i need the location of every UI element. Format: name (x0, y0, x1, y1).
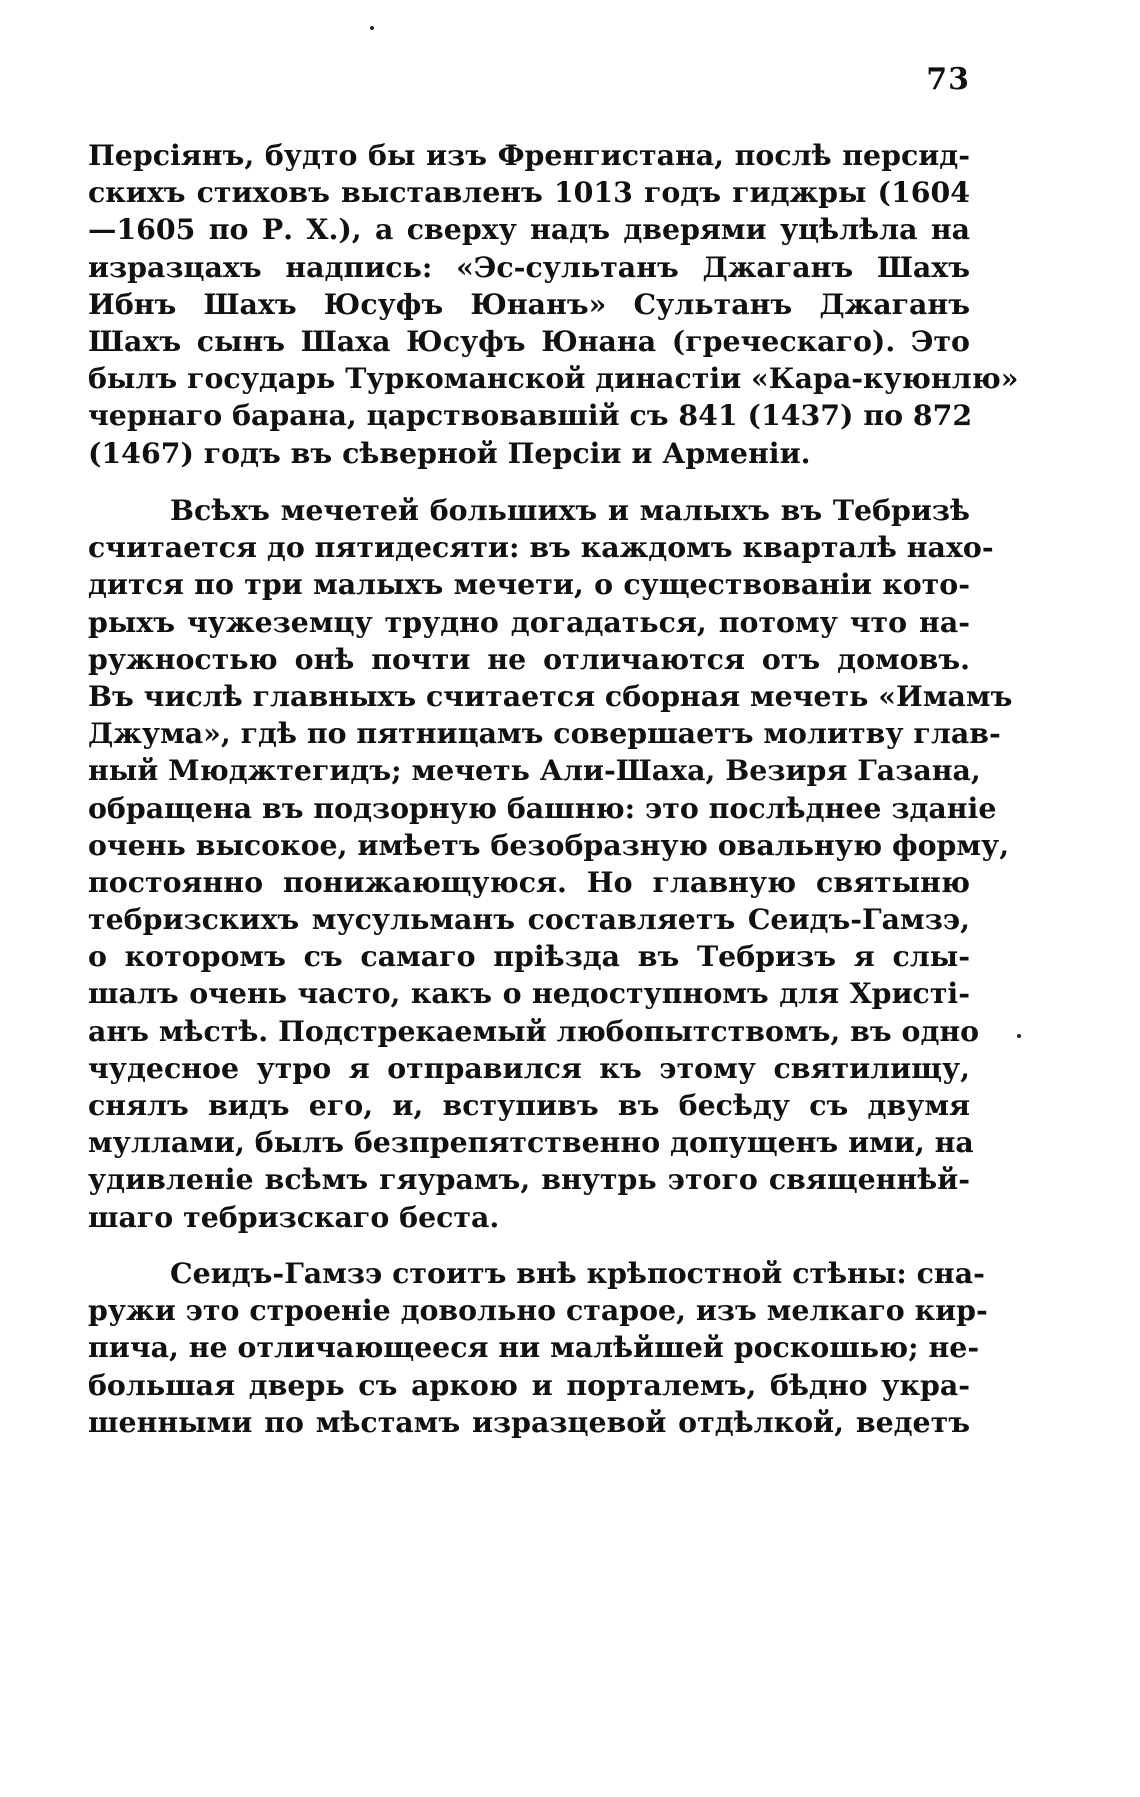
paragraph-3 (88, 1255, 988, 1441)
text-line: шаго тебризскаго беста. (88, 1199, 500, 1234)
text-line: ный Мюджтегидъ; мечеть Али-Шаха, Везиря Газана, (88, 753, 981, 788)
print-speck (370, 26, 374, 30)
text-line: о которомъ съ самаго пріѣзда въ Тебризъ я слы- (88, 939, 970, 974)
paragraph-1 (88, 137, 1019, 472)
text-line: Шахъ сынъ Шаха Юсуфъ Юнана (греческаго). Это (88, 323, 970, 358)
text-line: изразцахъ надпись: «Эс-сультанъ Джаганъ Шахъ (88, 249, 970, 284)
text-line: чернаго барана, царствовавшій съ 841 (1437) по 872 (88, 398, 973, 433)
text-line: ружностью онѣ почти не отличаются отъ домовъ. (88, 641, 970, 676)
text-line: большая дверь съ аркою и порталемъ, бѣдно укра- (88, 1367, 970, 1402)
text-line: Ибнъ Шахъ Юсуфъ Юнанъ» Сультанъ Джаганъ (88, 286, 970, 321)
text-line: шенными по мѣстамъ изразцевой отдѣлкой, ведетъ (88, 1404, 970, 1439)
text-line: очень высокое, имѣетъ безобразную овальную форму, (88, 827, 1010, 862)
text-line: —1605 по Р. Х.), а сверху надъ дверями уцѣлѣла на (88, 212, 970, 247)
text-line: шалъ очень часто, какъ о недоступномъ для Христі- (88, 976, 970, 1011)
text-line: анъ мѣстѣ. Подстрекаемый любопытствомъ, въ одно (88, 1013, 980, 1048)
text-line: считается до пятидесяти: въ каждомъ кварталѣ нахо- (88, 530, 994, 565)
text-line: тебризскихъ мусульманъ составляетъ Сеидъ-Гамзэ, (88, 902, 970, 937)
text-line: обращена въ подзорную башню: это послѣднее зданіе (88, 790, 997, 825)
text-line: рыхъ чужеземцу трудно догадаться, потому что на- (88, 604, 970, 639)
paragraph-2 (88, 492, 1013, 1236)
print-speck (1017, 1034, 1021, 1038)
text-line: скихъ стиховъ выставленъ 1013 годъ гиджры (1604 (88, 175, 970, 210)
text-line: Сеидъ-Гамзэ стоитъ внѣ крѣпостной стѣны: сна- (170, 1256, 985, 1290)
page-number: 73 (926, 62, 970, 97)
text-line: снялъ видъ его, и, вступивъ въ бесѣду съ двумя (88, 1088, 970, 1122)
text-line: Персіянъ, будто бы изъ Френгистана, послѣ персид- (88, 138, 970, 172)
text-line: чудесное утро я отправился къ этому святилищу, (88, 1050, 970, 1085)
text-line: ружи это строеніе довольно старое, изъ мелкаго кир- (88, 1293, 988, 1328)
text-line: пича, не отличающееся ни малѣйшей роскошью; не- (88, 1330, 980, 1365)
text-line: Джума», гдѣ по пятницамъ совершаетъ молитву глав- (88, 716, 1001, 751)
text-line: Всѣхъ мечетей большихъ и малыхъ въ Тебризѣ (170, 493, 970, 527)
text-line: былъ государь Туркоманской династіи «Кара-куюнлю» (88, 361, 1019, 396)
text-line: удивленіе всѣмъ гяурамъ, внутрь этого священнѣй- (88, 1162, 970, 1197)
text-line: постоянно понижающуюся. Но главную святыню (88, 864, 970, 899)
text-line: (1467) годъ въ сѣверной Персіи и Арменіи. (88, 435, 811, 470)
text-line: Въ числѣ главныхъ считается сборная мечеть «Имамъ (88, 678, 1013, 713)
text-line: дится по три малыхъ мечети, о существованіи кото- (88, 567, 970, 602)
text-line: муллами, былъ безпрепятственно допущенъ ими, на (88, 1125, 974, 1160)
